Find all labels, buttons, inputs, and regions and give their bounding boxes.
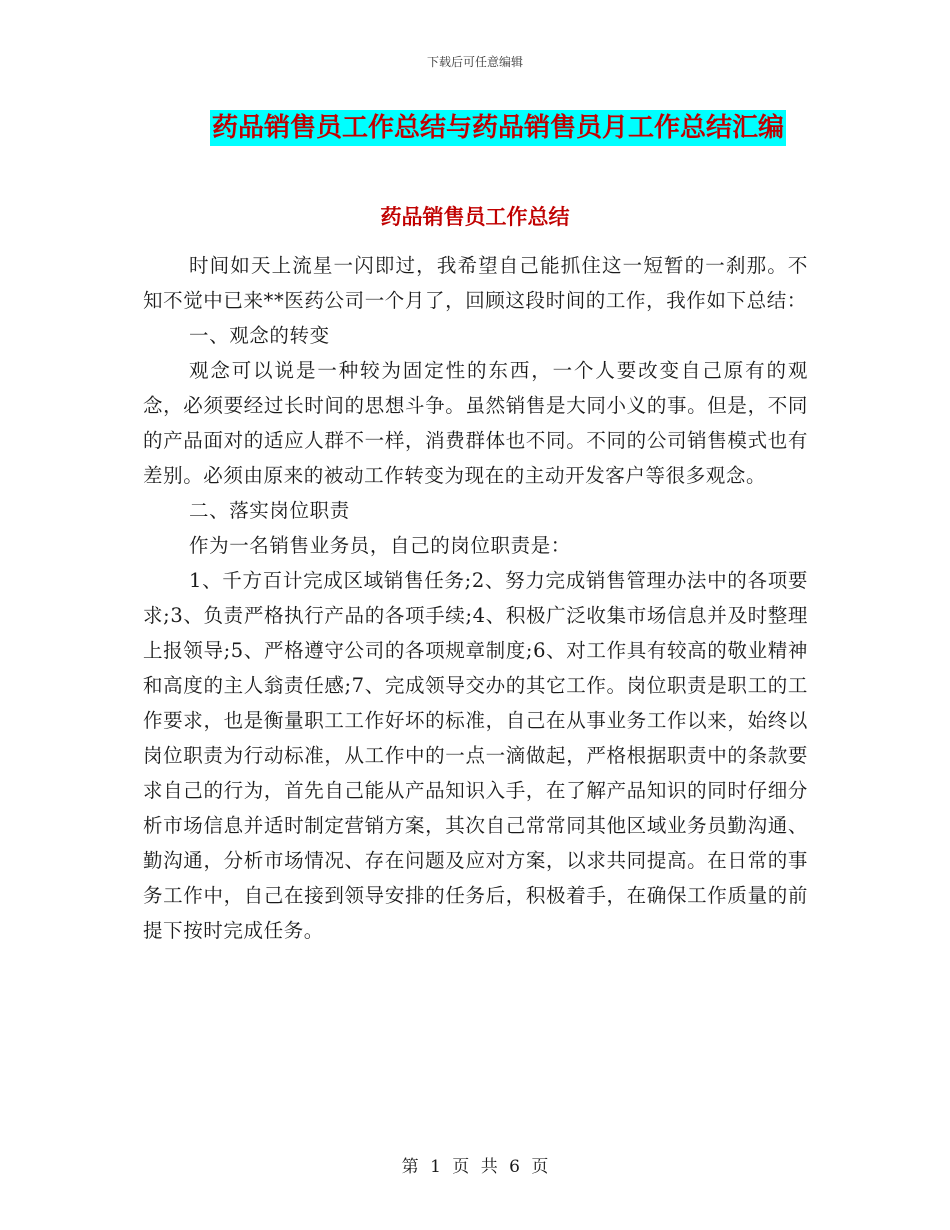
document-body (143, 248, 808, 948)
document-main-title: 药品销售员工作总结与药品销售员月工作总结汇编 (210, 110, 786, 146)
page-number-footer: 第 1 页 共 6 页 (401, 1157, 549, 1177)
main-title-container (0, 110, 950, 146)
heading-concept-change: 一、观念的转变 (189, 324, 330, 347)
section-title: 药品销售员工作总结 (380, 205, 570, 229)
page-header-note: 下载后可任意编辑 (426, 55, 523, 69)
paragraph-duties-intro: 作为一名销售业务员，自己的岗位职责是： (189, 534, 571, 557)
paragraph-intro: 时间如天上流星一闪即过，我希望自己能抓住这一短暂的一刹那。不知不觉中已来**医药公司一个月了，回顾这段时间的工作，我作如下总结： (143, 254, 808, 312)
paragraph-duties-list: 1、千方百计完成区域销售任务;2、努力完成销售管理办法中的各项要求;3、负责严格执行产品的各项手续;4、积极广泛收集市场信息并及时整理上报领导;5、严格遵守公司的各项规章制度;6、对工作具有较高的敬业精神和高度的主人翁责任感;7、完成领导交办的其它工作。岗位职责是职工的工作要求，也是衡量职工工作好坏的标准，自己在从事业务工作以来，始终以岗位职责为行动标准，从工作中的一点一滴做起，严格根据职责中的条款要求自己的行为，首先自己能从产品知识入手，在了解产品知识的同时仔细分析市场信息并适时制定营销方案，其次自己常常同其他区域业务员勤沟通、勤沟通，分析市场情况、存在问题及应对方案，以求共同提高。在日常的事务工作中，自己在接到领导安排的任务后，积极着手，在确保工作质量的前提下按时完成任务。 (143, 569, 808, 942)
paragraph-concept: 观念可以说是一种较为固定性的东西，一个人要改变自己原有的观念，必须要经过长时间的思想斗争。虽然销售是大同小义的事。但是，不同的产品面对的适应人群不一样，消费群体也不同。不同的公司销售模式也有差别。必须由原来的被动工作转变为现在的主动开发客户等很多观念。 (143, 359, 808, 487)
heading-job-duties: 二、落实岗位职责 (189, 499, 350, 522)
